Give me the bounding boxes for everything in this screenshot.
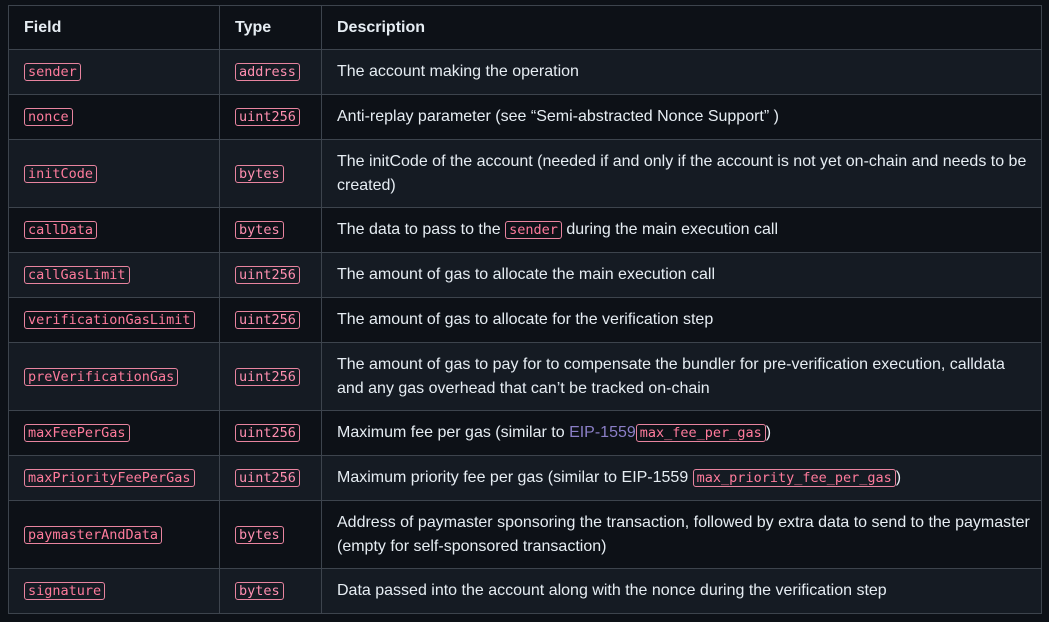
- description-text: during the main execution call: [561, 221, 779, 238]
- description-cell: The amount of gas to allocate the main execution call: [322, 253, 1042, 298]
- field-code: maxPriorityFeePerGas: [24, 469, 195, 487]
- field-code: sender: [24, 63, 81, 81]
- field-code: signature: [24, 582, 105, 600]
- table-row: [9, 298, 1042, 343]
- type-cell: [220, 569, 322, 614]
- description-cell: Data passed into the account along with the nonce during the verification step: [322, 569, 1042, 614]
- field-code: verificationGasLimit: [24, 311, 195, 329]
- table-row: [9, 343, 1042, 411]
- field-code: initCode: [24, 165, 97, 183]
- type-code: uint256: [235, 424, 300, 442]
- table-row: [9, 95, 1042, 140]
- table-header-row: [9, 6, 1042, 50]
- table-container: [8, 5, 1041, 614]
- type-code: uint256: [235, 108, 300, 126]
- type-code: uint256: [235, 469, 300, 487]
- description-cell: [322, 208, 1042, 253]
- user-operation-fields-table: [8, 5, 1042, 614]
- description-text: Maximum priority fee per gas (similar to EIP-1559: [337, 469, 693, 486]
- field-cell: [9, 411, 220, 456]
- type-cell: [220, 456, 322, 501]
- table-row: [9, 411, 1042, 456]
- field-cell: [9, 140, 220, 208]
- type-code: bytes: [235, 165, 284, 183]
- type-code: uint256: [235, 266, 300, 284]
- field-cell: [9, 208, 220, 253]
- description-cell: The account making the operation: [322, 50, 1042, 95]
- field-cell: [9, 253, 220, 298]
- type-cell: [220, 343, 322, 411]
- type-cell: [220, 140, 322, 208]
- type-cell: [220, 208, 322, 253]
- field-code: nonce: [24, 108, 73, 126]
- description-text: ): [765, 424, 772, 441]
- description-cell: [322, 456, 1042, 501]
- type-cell: [220, 50, 322, 95]
- type-code: address: [235, 63, 300, 81]
- description-text: Maximum fee per gas (similar to: [337, 424, 570, 441]
- type-cell: [220, 95, 322, 140]
- inline-code-sender: sender: [505, 221, 562, 239]
- table-row: [9, 501, 1042, 569]
- field-cell: [9, 569, 220, 614]
- field-cell: [9, 501, 220, 569]
- description-cell: The amount of gas to pay for to compensate the bundler for pre-verification execution, calldata and any gas overhead that can’t be tracked on-chain: [322, 343, 1042, 411]
- type-code: uint256: [235, 368, 300, 386]
- type-code: bytes: [235, 526, 284, 544]
- inline-code-max-priority-fee: max_priority_fee_per_gas: [693, 469, 896, 487]
- table-row: [9, 50, 1042, 95]
- type-cell: [220, 253, 322, 298]
- field-cell: [9, 343, 220, 411]
- description-cell: The amount of gas to allocate for the verification step: [322, 298, 1042, 343]
- description-cell: [322, 411, 1042, 456]
- header-description: Description: [322, 6, 1042, 50]
- type-cell: [220, 298, 322, 343]
- type-cell: [220, 501, 322, 569]
- description-cell: The initCode of the account (needed if and only if the account is not yet on-chain and needs to be created): [322, 140, 1042, 208]
- type-code: uint256: [235, 311, 300, 329]
- eip-1559-link[interactable]: EIP-1559: [569, 424, 636, 441]
- table-row: [9, 253, 1042, 298]
- field-code: preVerificationGas: [24, 368, 178, 386]
- type-code: bytes: [235, 221, 284, 239]
- field-cell: [9, 50, 220, 95]
- header-field: Field: [9, 6, 220, 50]
- description-cell: Address of paymaster sponsoring the transaction, followed by extra data to send to the paymaster (empty for self-sponsored transaction): [322, 501, 1042, 569]
- table-row: [9, 140, 1042, 208]
- description-text: The data to pass to the: [337, 221, 506, 238]
- table-row: [9, 208, 1042, 253]
- field-code: maxFeePerGas: [24, 424, 130, 442]
- field-code: callGasLimit: [24, 266, 130, 284]
- field-code: paymasterAndData: [24, 526, 162, 544]
- header-type: Type: [220, 6, 322, 50]
- field-cell: [9, 456, 220, 501]
- field-cell: [9, 298, 220, 343]
- inline-code-max-fee: max_fee_per_gas: [636, 424, 766, 442]
- table-row: [9, 569, 1042, 614]
- table-row: [9, 456, 1042, 501]
- type-cell: [220, 411, 322, 456]
- description-text: ): [895, 469, 902, 486]
- field-code: callData: [24, 221, 97, 239]
- description-cell: Anti-replay parameter (see “Semi-abstracted Nonce Support” ): [322, 95, 1042, 140]
- type-code: bytes: [235, 582, 284, 600]
- field-cell: [9, 95, 220, 140]
